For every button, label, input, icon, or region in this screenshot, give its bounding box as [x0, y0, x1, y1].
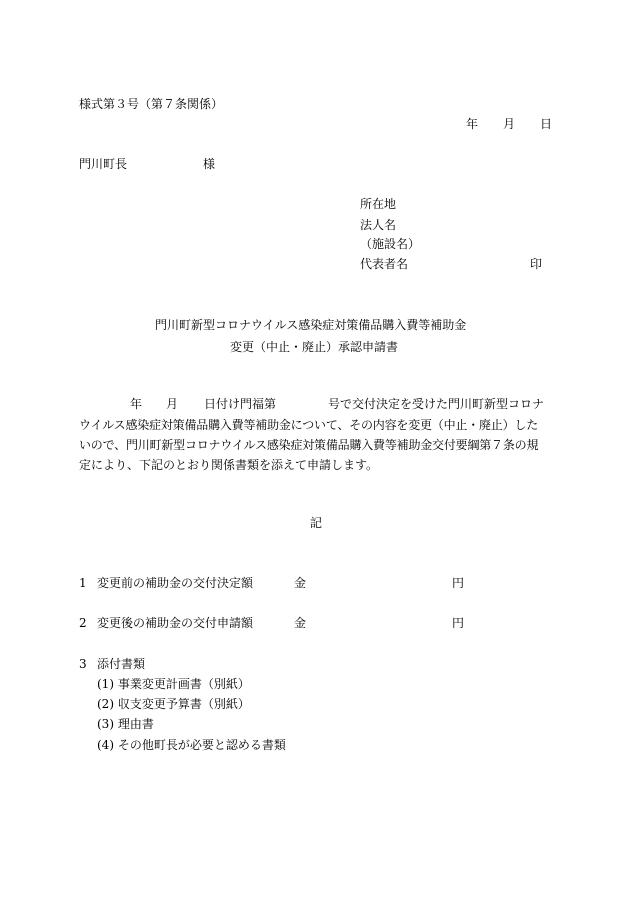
- attachment-item-3: (3) 理由書: [97, 717, 154, 731]
- seal-mark: 印: [530, 257, 543, 271]
- form-number: 様式第３号（第７条関係）: [79, 97, 224, 111]
- body-month: 月: [166, 397, 179, 411]
- item-number: 1: [79, 576, 87, 590]
- applicant-address-label: 所在地: [360, 197, 397, 211]
- body-line-2: ウイルス感染症対策備品購入費等補助金について、その内容を変更（中止・廃止）した: [79, 418, 539, 432]
- body-line-3: いので、門川町新型コロナウイルス感染症対策備品購入費等補助金交付要綱第７条の規: [79, 438, 539, 452]
- item-label: 変更後の補助金の交付申請額: [97, 616, 254, 630]
- applicant-rep-label: 代表者名: [360, 257, 409, 271]
- applicant-corp-label: 法人名: [360, 218, 397, 232]
- attachment-item-1: (1) 事業変更計画書（別紙）: [97, 677, 250, 691]
- attachment-item-2: (2) 収支変更予算書（別紙）: [97, 697, 250, 711]
- date-month: 月: [503, 117, 516, 131]
- item-kin: 金: [294, 576, 307, 590]
- date-year: 年: [466, 117, 479, 131]
- item-yen: 円: [452, 576, 465, 590]
- body-year: 年: [130, 397, 143, 411]
- attachments-title: 添付書類: [97, 657, 146, 671]
- body-line1-rest: 号で交付決定を受けた門川町新型コロナ: [328, 397, 545, 411]
- ki-heading: 記: [310, 516, 323, 530]
- document-title-line2: 変更（中止・廃止）承認申請書: [230, 340, 399, 354]
- date-day: 日: [540, 117, 553, 131]
- body-line-4: 定により、下記のとおり関係書類を添えて申請します。: [79, 458, 379, 472]
- applicant-facility-label: （施設名）: [360, 237, 421, 251]
- document-title-line1: 門川町新型コロナウイルス感染症対策備品購入費等補助金: [155, 318, 467, 332]
- attachment-item-4: (4) その他町長が必要と認める書類: [97, 738, 286, 752]
- item-yen: 円: [452, 616, 465, 630]
- addressee-name: 門川町長: [79, 157, 128, 171]
- addressee-honorific: 様: [203, 157, 216, 171]
- item-kin: 金: [294, 616, 307, 630]
- item-label: 変更前の補助金の交付決定額: [97, 576, 254, 590]
- item-number: 2: [79, 616, 87, 630]
- body-date-suffix: 日付け門福第: [204, 397, 277, 411]
- attachments-number: 3: [79, 657, 87, 671]
